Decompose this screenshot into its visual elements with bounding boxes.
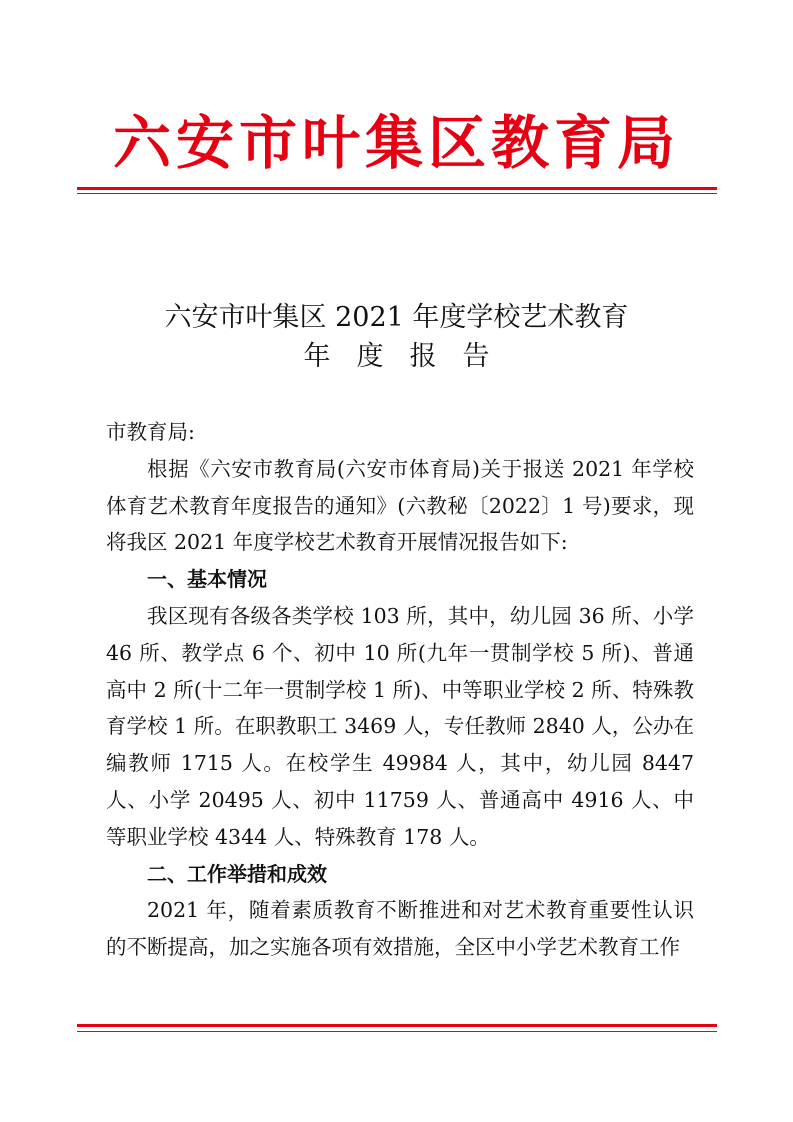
document-body bbox=[106, 414, 694, 966]
document-title-line1: 六安市叶集区 2021 年度学校艺术教育 bbox=[164, 302, 629, 333]
masthead-rule-thick bbox=[77, 187, 717, 190]
footer-rule-thin bbox=[77, 1031, 717, 1032]
masthead-title: 六安市叶集区教育局 bbox=[112, 109, 680, 177]
document-title-line2: 年度报告 bbox=[303, 341, 516, 372]
section-heading-measures: 二、工作举措和成效 bbox=[147, 861, 327, 886]
section-heading-basic: 一、基本情况 bbox=[147, 567, 267, 592]
intro-paragraph: 根据《六安市教育局(六安市体育局)关于报送 2021 年学校体育艺术教育年度报告的通知》(六教秘〔2022〕1 号)要求，现将我区 2021 年度学校艺术教育开展情况报告如下: bbox=[106, 456, 694, 555]
masthead-rule-thin bbox=[77, 193, 717, 194]
footer-rule-thick bbox=[77, 1024, 717, 1027]
salutation: 市教育局: bbox=[106, 420, 195, 444]
section-paragraph-measures: 2021 年，随着素质教育不断推进和对艺术教育重要性认识的不断提高，加之实施各项有效措施，全区中小学艺术教育工作 bbox=[106, 898, 694, 960]
section-paragraph-basic: 我区现有各级各类学校 103 所，其中，幼儿园 36 所、小学 46 所、教学点 6 个、初中 10 所(九年一贯制学校 5 所)、普通高中 2 所(十二年一贯制学校 1 所)、中等职业学校 2 所、特殊教育学校 1 所。在职教职工 3469 人，专任教师 2840 人，公办在编教师 1715 人。在校学生 49984 人，其中，幼儿园 8447 人、小学 20495 人、初中 11759 人、普通高中 4916 人、中等职业学校 4344 人、特殊教育 178 人。 bbox=[106, 603, 694, 849]
